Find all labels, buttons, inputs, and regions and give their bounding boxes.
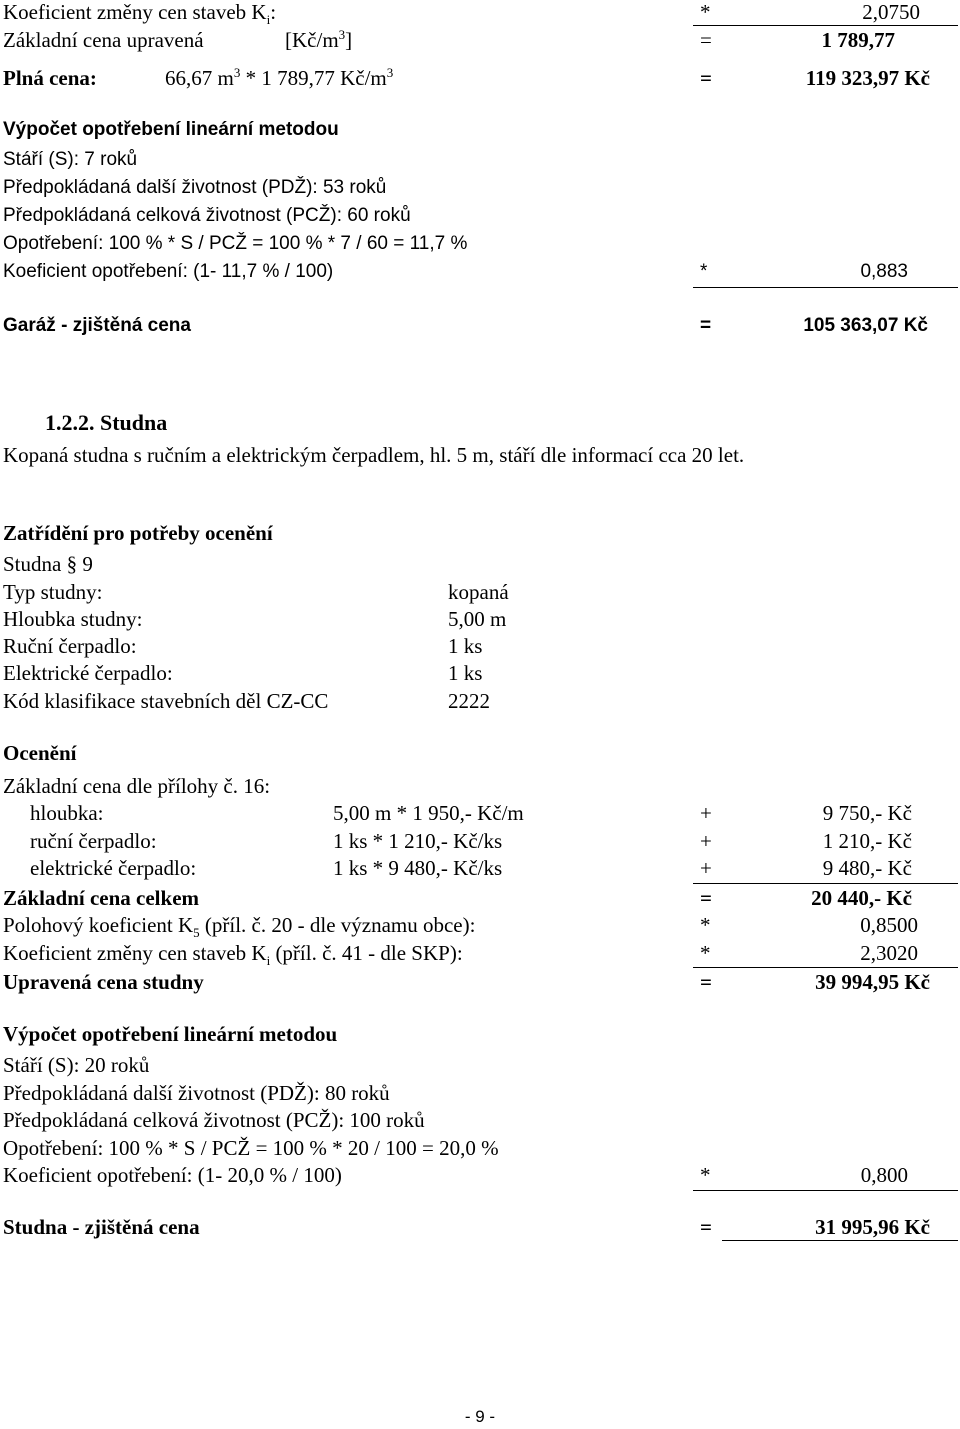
plna-cena-op: = <box>700 66 712 90</box>
item-calc: 1 ks * 9 480,- Kč/ks <box>333 856 503 880</box>
zakladni-cena-upravena-value: 1 789,77 <box>821 28 895 52</box>
pcz-line: Předpokládaná celková životnost (PCŽ): 60 roků <box>3 205 411 226</box>
item-calc: 1 ks * 1 210,- Kč/ks <box>333 829 503 853</box>
item-value: 1 210,- Kč <box>822 829 912 853</box>
opotrebeni-line: Opotřebení: 100 % * S / PCŽ = 100 % * 20 / 100 = 20,0 % <box>3 1136 499 1160</box>
studna-zjistena-op: = <box>700 1215 712 1239</box>
rule-line <box>693 967 958 968</box>
section-heading: 1.2.2. Studna <box>45 410 168 435</box>
item-label: elektrické čerpadlo: <box>30 856 197 880</box>
zakladni-cena-priloha: Základní cena dle přílohy č. 16: <box>3 774 271 798</box>
studna-zjistena-value: 31 995,96 Kč <box>815 1215 930 1239</box>
koef-zmeny-cen-op: * <box>700 941 711 965</box>
zakladni-cena-celkem-label: Základní cena celkem <box>3 886 200 910</box>
plna-cena-label: Plná cena: <box>3 66 97 90</box>
rule-line <box>693 25 958 26</box>
upravena-cena-label: Upravená cena studny <box>3 970 204 994</box>
opotrebeni-title: Výpočet opotřebení lineární metodou <box>3 119 339 140</box>
zakladni-cena-upravena-label: Základní cena upravená <box>3 28 204 52</box>
garaz-zjistena-label: Garáž - zjištěná cena <box>3 315 191 336</box>
rule-line <box>693 1190 958 1191</box>
prop-label: Hloubka studny: <box>3 607 143 631</box>
koef-zmeny-value: 2,0750 <box>862 0 920 24</box>
prop-value: 1 ks <box>448 661 483 685</box>
prop-label: Kód klasifikace stavebních děl CZ-CC <box>3 689 329 713</box>
studna-zjistena-label: Studna - zjištěná cena <box>3 1215 200 1239</box>
koef-opotrebeni-value: 0,883 <box>860 261 908 282</box>
item-op: + <box>700 801 712 825</box>
rule-line <box>693 287 958 288</box>
koef-opotrebeni-value: 0,800 <box>860 1163 908 1187</box>
pdz-line: Předpokládaná další životnost (PDŽ): 80 roků <box>3 1081 390 1105</box>
garaz-zjistena-op: = <box>700 315 712 336</box>
zakladni-cena-celkem-value: 20 440,- Kč <box>811 886 912 910</box>
polohovy-koef-label: Polohový koeficient $K_5$ (příl. č. 20 - dle významu obce): <box>3 913 476 941</box>
rule-line <box>693 883 958 884</box>
stari-line: Stáří (S): 20 roků <box>3 1053 150 1077</box>
item-value: 9 480,- Kč <box>822 856 912 880</box>
prop-value: 2222 <box>448 689 490 713</box>
studna-paragraph: Studna § 9 <box>3 552 93 576</box>
item-value: 9 750,- Kč <box>822 801 912 825</box>
plna-cena-calc: 66,67 $m^3 * 1$ 789,77 $Kč/m^3$ <box>165 65 394 90</box>
oceneni-title: Ocenění <box>3 741 77 765</box>
plna-cena-value: 119 323,97 Kč <box>805 66 930 90</box>
zakladni-cena-celkem-op: = <box>700 886 712 910</box>
stari-line: Stáří (S): 7 roků <box>3 149 138 170</box>
prop-label: Elektrické čerpadlo: <box>3 661 173 685</box>
koef-opotrebeni-op: * <box>700 1163 711 1187</box>
koef-opotrebeni-op: * <box>700 261 708 282</box>
upravena-cena-op: = <box>700 970 712 994</box>
koef-zmeny-cen-label: Koeficient změny cen staveb $K_i$ (příl. č. 41 - dle SKP): <box>3 941 463 969</box>
koef-opotrebeni-label: Koeficient opotřebení: (1- 11,7 % / 100) <box>3 261 334 282</box>
item-op: + <box>700 856 712 880</box>
koef-zmeny-cen-value: 2,3020 <box>860 941 918 965</box>
prop-value: kopaná <box>448 580 509 604</box>
page-number: - 9 - <box>464 1407 496 1426</box>
pcz-line: Předpokládaná celková životnost (PCŽ): 100 roků <box>3 1108 425 1132</box>
koef-zmeny-op: * <box>700 0 711 24</box>
item-op: + <box>700 829 712 853</box>
rule-line <box>722 1240 958 1241</box>
item-label: ruční čerpadlo: <box>30 829 157 853</box>
prop-value: 1 ks <box>448 634 483 658</box>
polohovy-koef-op: * <box>700 913 711 937</box>
pdz-line: Předpokládaná další životnost (PDŽ): 53 roků <box>3 177 387 198</box>
prop-value: 5,00 m <box>448 607 507 631</box>
zakladni-cena-upravena-unit: $[Kč/m^3]$ <box>285 27 353 52</box>
opotrebeni-title: Výpočet opotřebení lineární metodou <box>3 1022 338 1046</box>
polohovy-koef-value: 0,8500 <box>860 913 918 937</box>
item-calc: 5,00 m * 1 950,- Kč/m <box>333 801 524 825</box>
zakladni-cena-upravena-op: = <box>700 28 712 52</box>
koef-zmeny-label: Koeficient změny cen staveb $K_i$: <box>3 0 277 28</box>
prop-label: Typ studny: <box>3 580 103 604</box>
upravena-cena-value: 39 994,95 Kč <box>815 970 930 994</box>
koef-opotrebeni-label: Koeficient opotřebení: (1- 20,0 % / 100) <box>3 1163 342 1187</box>
prop-label: Ruční čerpadlo: <box>3 634 137 658</box>
item-label: hloubka: <box>30 801 104 825</box>
opotrebeni-line: Opotřebení: 100 % * S / PCŽ = 100 % * 7 / 60 = 11,7 % <box>3 233 468 254</box>
zatrideni-title: Zatřídění pro potřeby ocenění <box>3 521 273 545</box>
garaz-zjistena-value: 105 363,07 Kč <box>803 315 928 336</box>
studna-description: Kopaná studna s ručním a elektrickým čerpadlem, hl. 5 m, stáří dle informací cca 20 let. <box>3 443 745 467</box>
